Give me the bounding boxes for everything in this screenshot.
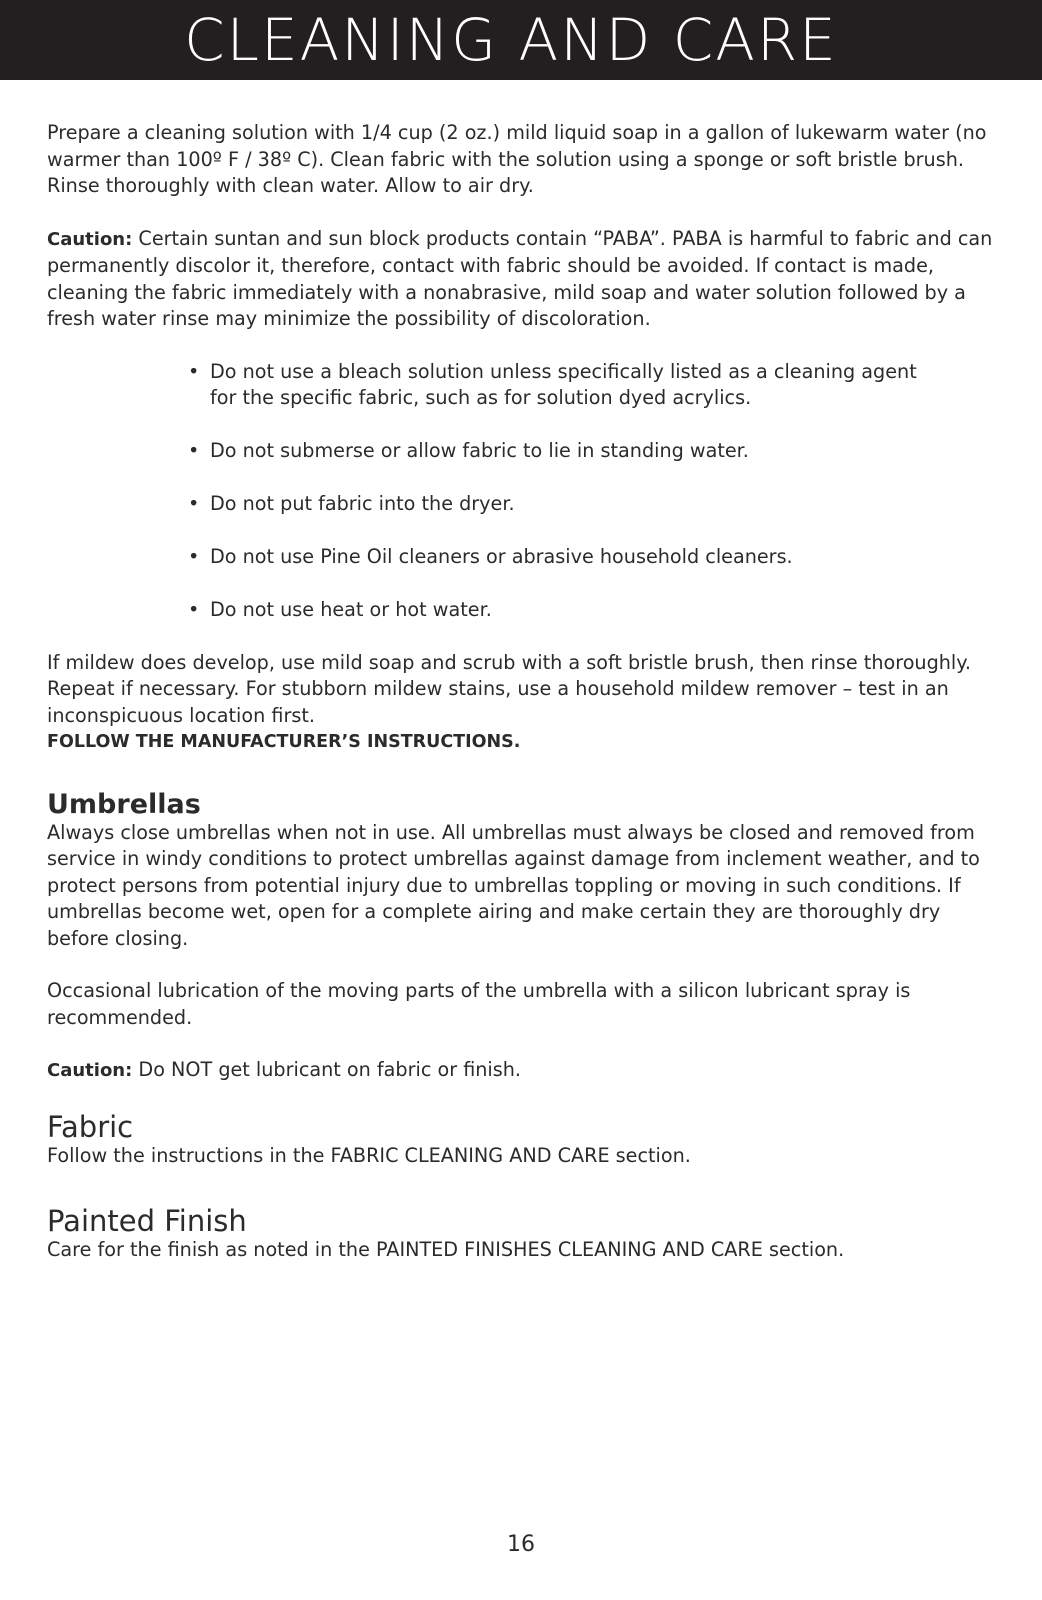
manufacturer-instructions-note: FOLLOW THE MANUFACTURER’S INSTRUCTIONS. [47, 732, 521, 752]
caution-paba-paragraph [47, 226, 1002, 333]
umbrellas-paragraph: Always close umbrellas when not in use. All umbrellas must always be closed and removed from service in windy conditions to protect umbrellas against damage from inclement weather, and to protect persons from potential injury due to umbrellas toppling or moving in such conditions. If umbrellas become wet, open for a complete airing and make certain they are thoroughly dry before closing. [47, 820, 980, 950]
list-item-text: Do not put fabric into the dryer. [210, 492, 515, 515]
fabric-section [47, 1111, 1002, 1170]
painted-finish-text: Care for the finish as noted in the PAINTED FINISHES CLEANING AND CARE section. [47, 1238, 845, 1261]
bullet-icon: • [188, 598, 200, 621]
caution-label: Caution: [47, 228, 133, 250]
list-item-text: Do not use Pine Oil cleaners or abrasive household cleaners. [210, 545, 793, 568]
list-item [188, 438, 930, 465]
list-item-text: Do not use heat or hot water. [210, 598, 492, 621]
list-item-text: Do not use a bleach solution unless specifically listed as a cleaning agent for the specific fabric, such as for solution dyed acrylics. [210, 359, 917, 409]
list-item-text: Do not submerse or allow fabric to lie in standing water. [210, 439, 749, 462]
page-number: 16 [507, 1532, 535, 1557]
header-bar [0, 0, 1042, 80]
caution-lubricant-paragraph [47, 1057, 1002, 1085]
lubrication-paragraph: Occasional lubrication of the moving parts of the umbrella with a silicon lubricant spray is recommended. [47, 979, 911, 1029]
bullet-icon: • [188, 439, 200, 462]
caution-label: Caution: [47, 1060, 133, 1081]
painted-finish-heading: Painted Finish [47, 1204, 247, 1238]
painted-finish-section [47, 1205, 1002, 1264]
fabric-heading: Fabric [47, 1109, 134, 1144]
list-item [188, 597, 930, 624]
list-item [188, 544, 930, 571]
caution-lubricant-text: Do NOT get lubricant on fabric or finish. [132, 1058, 522, 1081]
bullet-icon: • [188, 492, 200, 515]
main-content [47, 120, 1002, 1264]
page-title: CLEANING AND CARE [184, 6, 838, 74]
fabric-text: Follow the instructions in the FABRIC CLEANING AND CARE section. [47, 1143, 691, 1167]
intro-paragraph: Prepare a cleaning solution with 1/4 cup (2 oz.) mild liquid soap in a gallon of lukewarm water (no warmer than 100º F / 38º C). Clean fabric with the solution using a sponge or soft bristle brush. Rinse thoroughly with clean water. Allow to air dry. [47, 121, 987, 197]
bullet-icon: • [188, 359, 200, 383]
care-warnings-list [47, 359, 1002, 624]
caution-paba-text: Certain suntan and sun block products contain “PABA”. PABA is harmful to fabric and can permanently discolor it, therefore, contact with fabric should be avoided. If contact is made, cleaning the fabric immediately with a nonabrasive, mild soap and water solution followed by a fresh water rinse may minimize the possibility of discoloration. [47, 226, 993, 330]
umbrellas-heading: Umbrellas [47, 788, 201, 820]
bullet-icon: • [188, 545, 200, 568]
mildew-paragraph: If mildew does develop, use mild soap and scrub with a soft bristle brush, then rinse thoroughly. Repeat if necessary. For stubborn mildew stains, use a household mildew remover – test in an inconspicuous location first. [47, 650, 971, 727]
list-item [188, 359, 930, 412]
list-item [188, 491, 930, 518]
